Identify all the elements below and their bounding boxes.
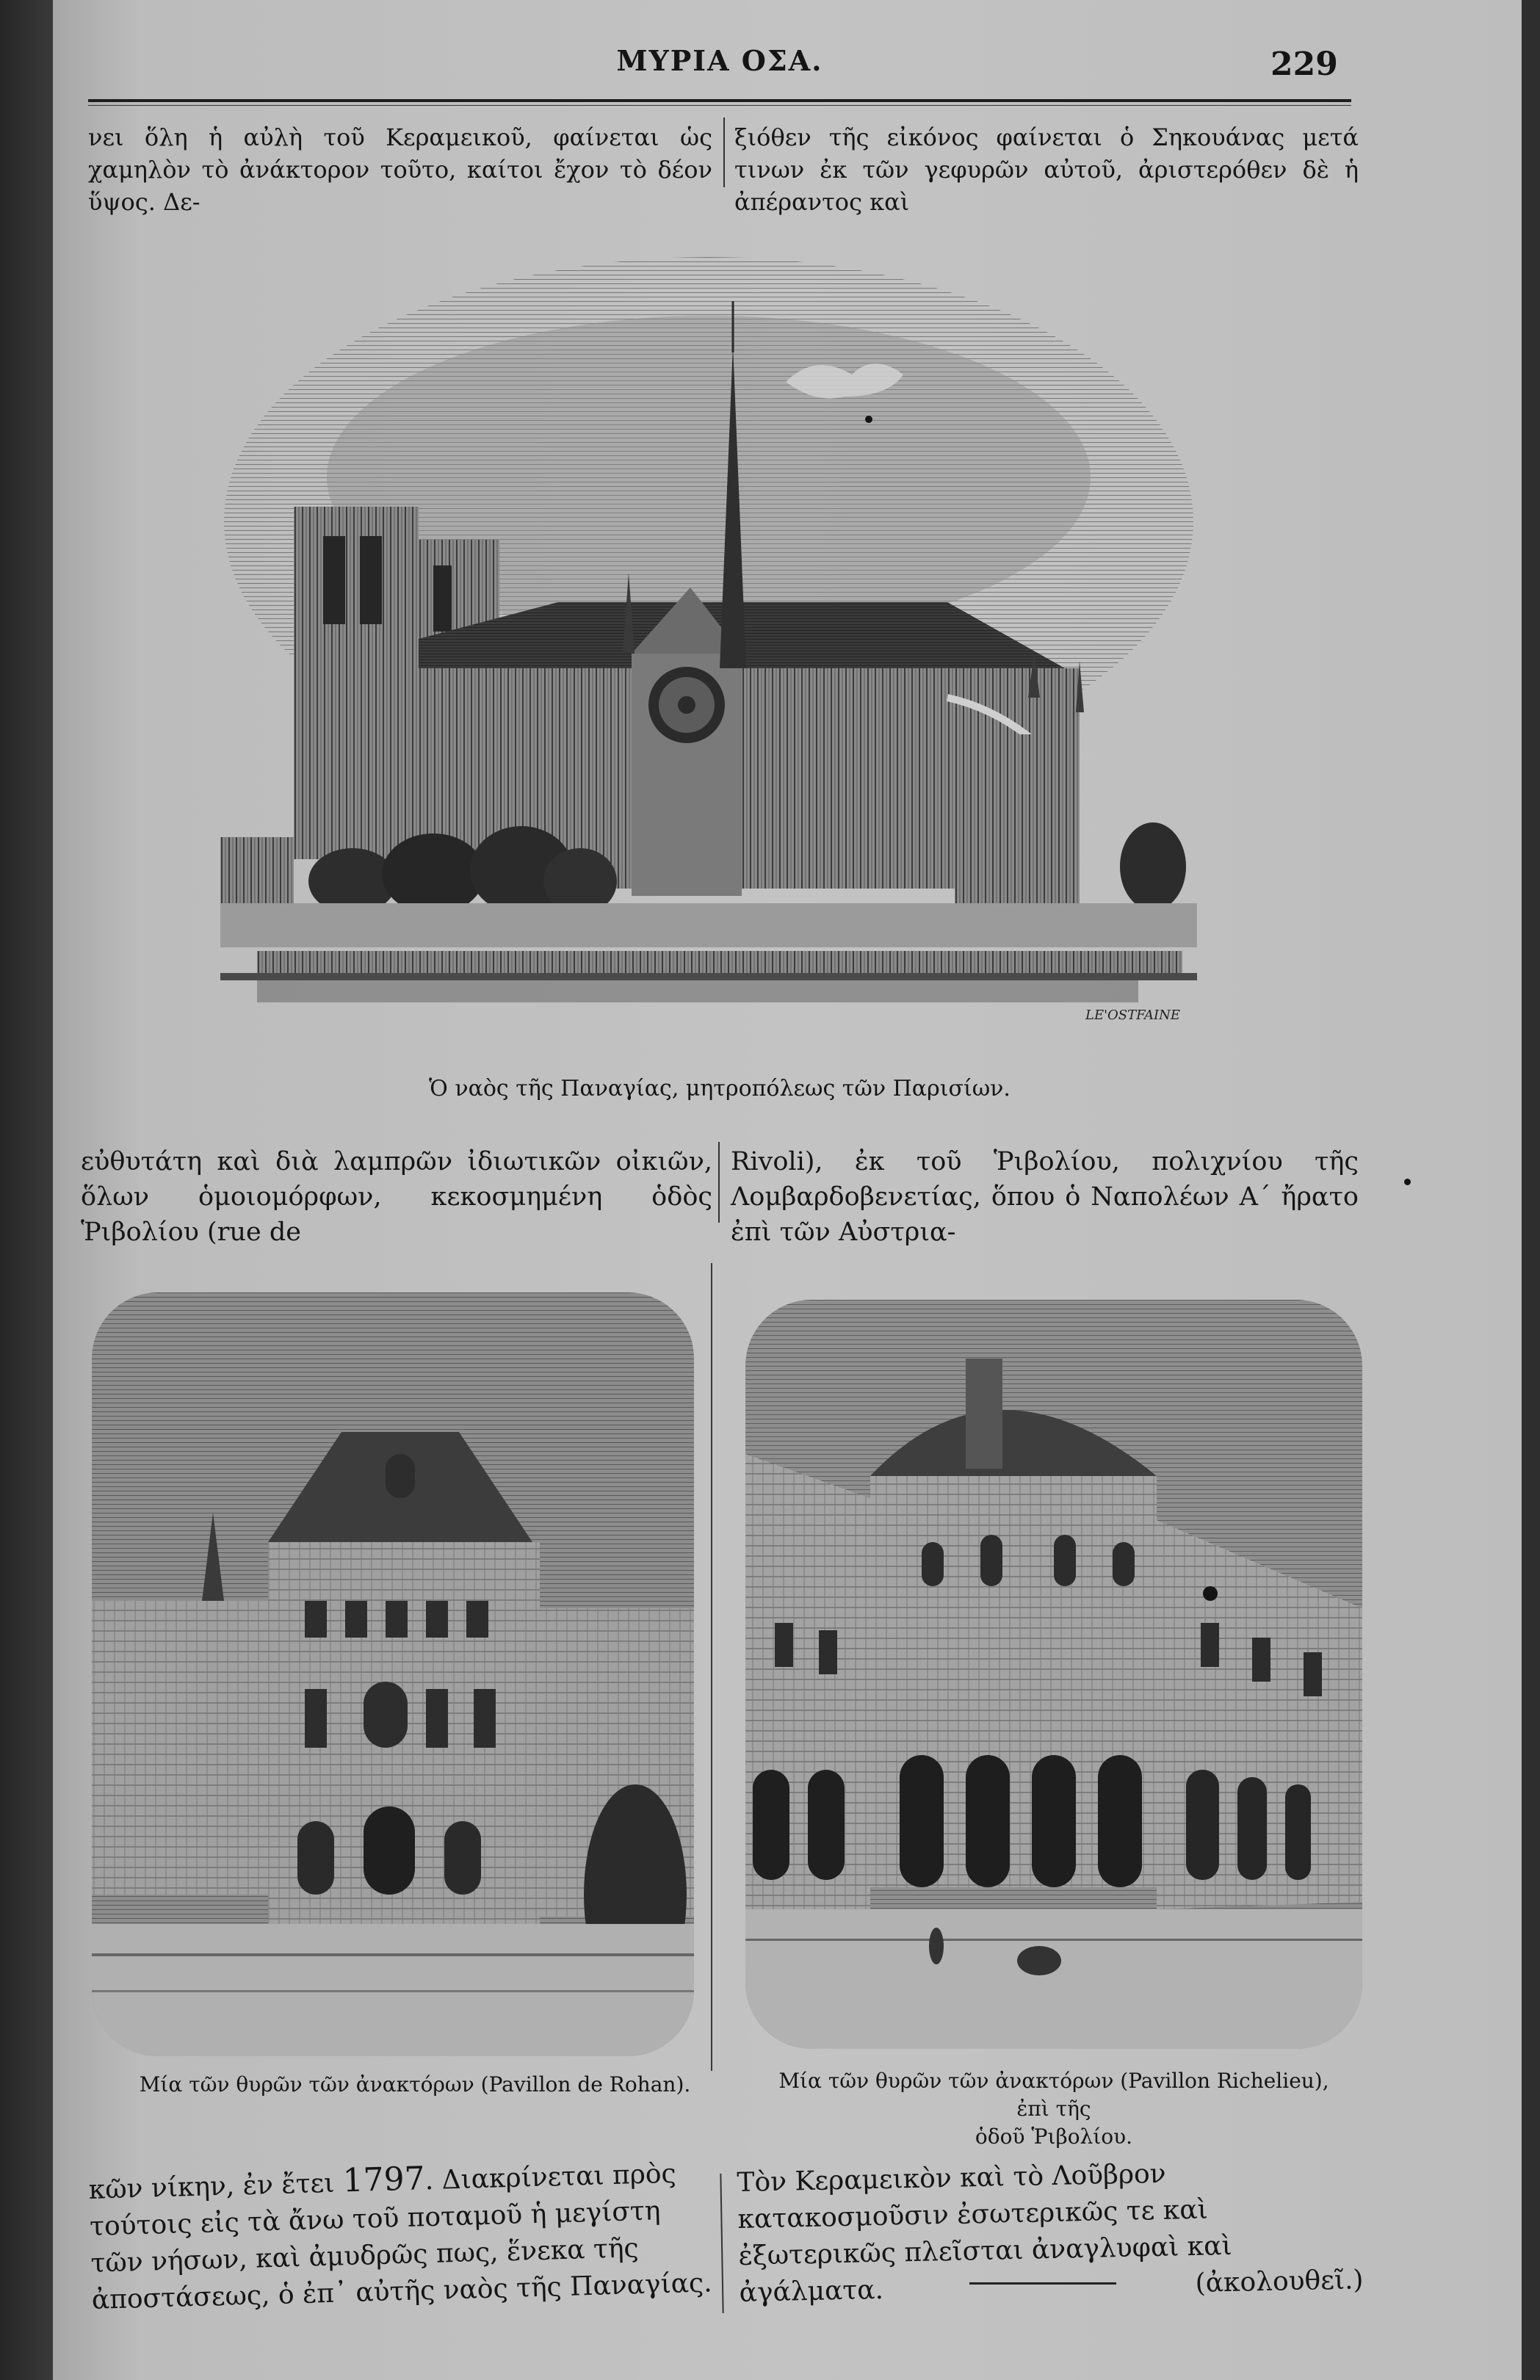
text-top-right-column: ξιόθεν τῆς εἰκόνος φαίνεται ὁ Σηκουάνας μετά τινων ἐκ τῶν γεφυρῶν αὐτοῦ, ἀριστερόθεν δὲ ἡ ἀπέραντος καὶ [734,123,1359,216]
pavillon-rohan-caption: Μία τῶν θυρῶν τῶν ἀνακτόρων (Pavillon de Rohan). [139,2072,691,2097]
pavillon-richelieu-drawing [745,1300,1362,2049]
ink-blot [865,416,872,423]
notre-dame-caption: Ὁ ναὸς τῆς Παναγίας, μητροπόλεως τῶν Παρισίων. [429,1076,1011,1102]
running-header-title: ΜΥΡΙΑ ΟΣΑ. [616,44,823,77]
continued-note: (ἀκολουθεῖ.) [1195,2265,1364,2298]
header-rule-thin [88,105,1351,106]
text-bottom-left-b: . Διακρίνεται πρὸς τούτοις εἰς τὰ ἄνω τοῦ ποταμοῦ ἡ μεγίστη τῶν νήσων, καὶ ἀμυδρῶς πως, ἕνεκα τῆς ἀποστάσεως, ὁ ἐπ᾽ αὐτῆς ναὸς τῆς Παναγίας. [89,2158,713,2315]
column-divider [718,1142,720,1223]
engraver-signature: LE'OSTFAINE [1085,1008,1181,1023]
article-end-rule [969,2282,1116,2285]
book-spine-shadow [0,0,53,2380]
ink-blot [1203,1586,1218,1601]
text-middle-right-column: Rivoli), ἐκ τοῦ Ῥιβολίου, πολιχνίου τῆς Λομβαρδοβενετίας, ὅπου ὁ Ναπολέων Α΄ ἤρατο ἐπὶ τῶν Αὐστρια- [731,1147,1359,1247]
text-bottom-right: Τὸν Κεραμεικὸν καὶ τὸ Λοῦβρον κατακοσμοῦσιν ἐσωτερικῶς τε καὶ ἐξωτερικῶς πλεῖσται ἀναγλυφαὶ καὶ ἀγάλματα. [737,2158,1233,2308]
pavillon-richelieu-caption-line1: Μία τῶν θυρῶν τῶν ἀνακτόρων (Pavillon Richelieu), ἐπὶ τῆς [778,2069,1329,2121]
header-rule [88,99,1351,102]
text-bottom-left-a: κῶν νίκην, ἐν ἔτει [88,2168,344,2205]
text-middle-left-column: εὐθυτάτη καὶ διὰ λαμπρῶν ἰδιωτικῶν οἰκιῶν, ὅλων ὁμοιομόρφων, κεκοσμημένη ὁδὸς Ῥιβολίου (rue de [81,1147,712,1247]
text-bottom-right-column [737,2152,1364,2312]
pavillon-rohan-engraving [92,1292,694,2056]
ink-blot [1404,1179,1411,1185]
year-1797: 1797 [341,2160,426,2200]
page-number: 229 [1270,46,1338,83]
column-divider [723,117,725,187]
column-divider [711,1263,712,2071]
text-bottom-left-column [88,2152,716,2319]
pavillon-richelieu-caption [767,2067,1340,2151]
text-top-left-column: νει ὅλη ἡ αὐλὴ τοῦ Κεραμεικοῦ, φαίνεται ὡς χαμηλὸν τὸ ἀνάκτορον τοῦτο, καίτοι ἔχον τὸ δέον ὕψος. Δε- [88,123,712,216]
notre-dame-engraving [220,257,1197,1050]
pavillon-rohan-drawing [92,1292,694,2056]
pavillon-richelieu-caption-line2: ὁδοῦ Ῥιβολίου. [975,2124,1133,2149]
pavillon-richelieu-engraving [745,1300,1362,2049]
